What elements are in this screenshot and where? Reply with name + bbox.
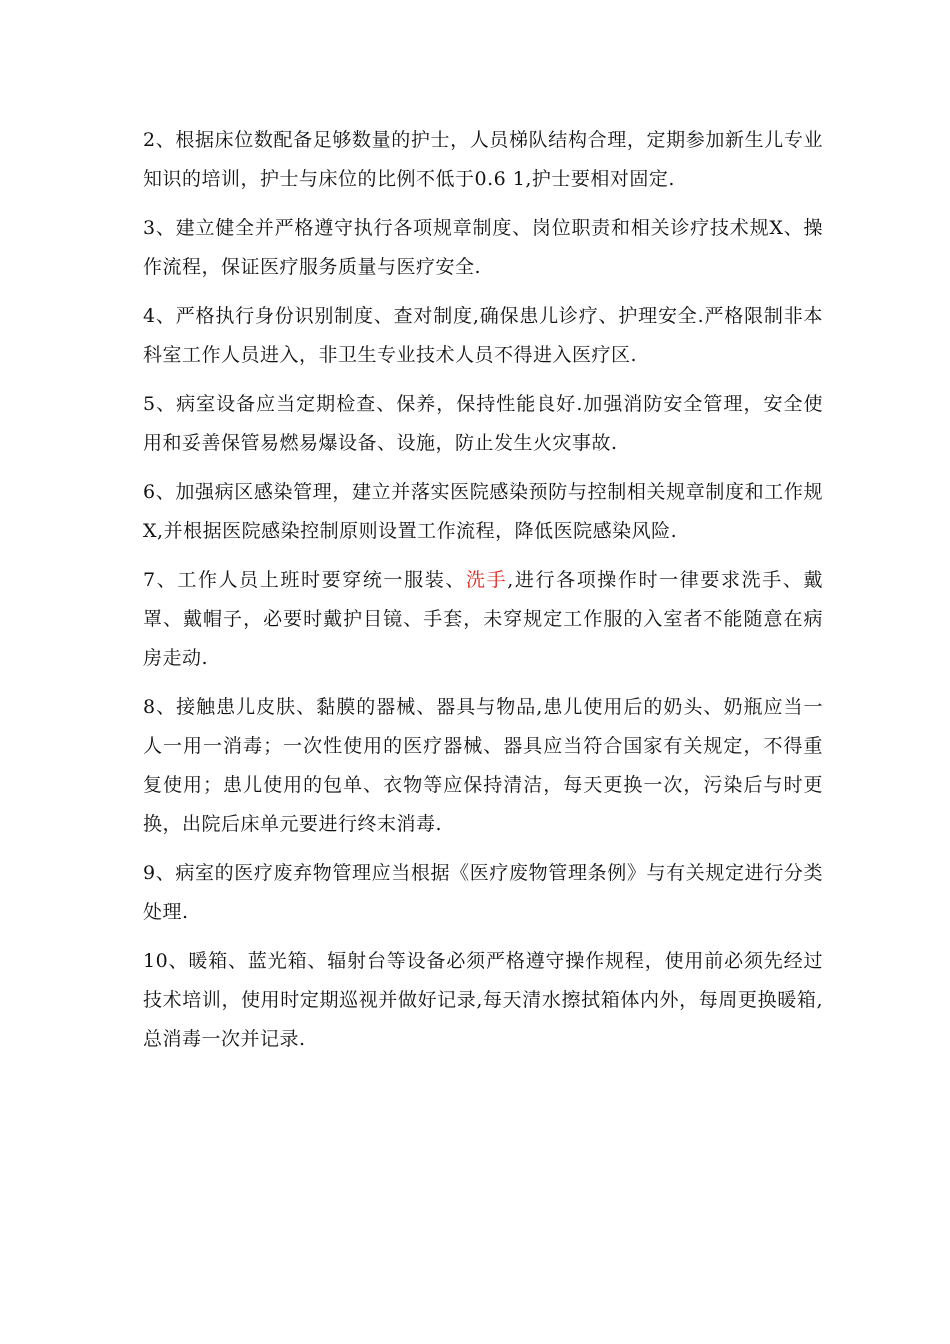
- list-item-7-start: 7、工作人员上班时要穿统一服装、: [143, 569, 466, 591]
- list-item-7: [143, 561, 823, 678]
- list-item-2: 2、根据床位数配备足够数量的护士，人员梯队结构合理，定期参加新生儿专业知识的培训，护士与床位的比例不低于0.6 1,护士要相对固定.: [143, 129, 823, 190]
- document-body: [143, 121, 823, 1069]
- list-item-6: 6、加强病区感染管理，建立并落实医院感染预防与控制相关规章制度和工作规X,并根据医院感染控制原则设置工作流程，降低医院感染风险.: [143, 481, 823, 542]
- list-item-3: 3、建立健全并严格遵守执行各项规章制度、岗位职责和相关诊疗技术规X、操作流程，保证医疗服务质量与医疗安全.: [143, 217, 823, 278]
- list-item-4: 4、严格执行身份识别制度、查对制度,确保患儿诊疗、护理安全.严格限制非本科室工作人员进入，非卫生专业技术人员不得进入医疗区.: [143, 305, 823, 366]
- list-item-8: 8、接触患儿皮肤、黏膜的器械、器具与物品,患儿使用后的奶头、奶瓶应当一人一用一消毒；一次性使用的医疗器械、器具应当符合国家有关规定，不得重复使用；患儿使用的包单、衣物等应保持清洁，每天更换一次，污染后与时更换，出院后床单元要进行终末消毒.: [143, 696, 823, 835]
- highlighted-text: 洗手: [465, 569, 508, 591]
- list-item-10: 10、暖箱、蓝光箱、辐射台等设备必须严格遵守操作规程，使用前必须先经过技术培训，使用时定期巡视并做好记录,每天清水擦拭箱体内外，每周更换暖箱,总消毒一次并记录.: [143, 950, 823, 1050]
- list-item-9: 9、病室的医疗废弃物管理应当根据《医疗废物管理条例》与有关规定进行分类处理.: [143, 862, 823, 923]
- list-item-7-end: ,进行各项操作时一律要求洗手、戴罩、戴帽子，必要时戴护目镜、手套，未穿规定工作服的入室者不能随意在病房走动.: [143, 569, 823, 669]
- list-item-5: 5、病室设备应当定期检查、保养，保持性能良好.加强消防安全管理，安全使用和妥善保管易燃易爆设备、设施，防止发生火灾事故.: [143, 393, 823, 454]
